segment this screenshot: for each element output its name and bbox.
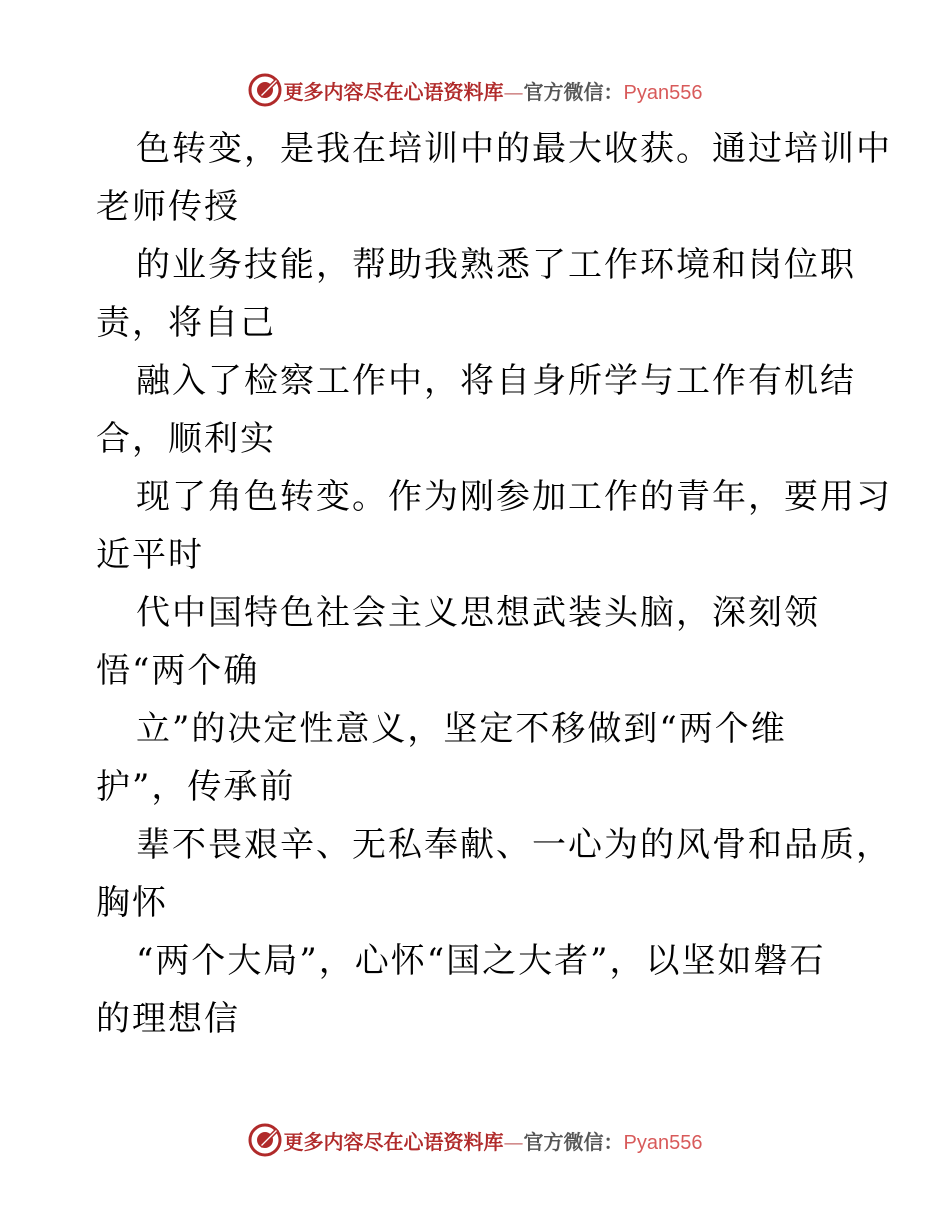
text-line: 责，将自己	[96, 303, 276, 343]
banner-official: 官方微信：	[523, 79, 624, 104]
text-line: 合，顺利实	[96, 419, 276, 459]
banner-dash: —	[503, 79, 524, 104]
banner-dash: —	[503, 1129, 524, 1154]
text-line: 的理想信	[96, 999, 240, 1039]
text-line: 融入了检察工作中，将自身所学与工作有机结	[136, 361, 856, 401]
text-line: 立”的决定性意义，坚定不移做到“两个维	[136, 709, 787, 749]
header-banner	[0, 70, 950, 110]
text-line: “两个大局”，心怀“国之大者”，以坚如磐石	[136, 941, 826, 981]
text-line: 色转变，是我在培训中的最大收获。通过培训中	[136, 129, 892, 169]
footer-banner	[0, 1120, 950, 1160]
banner-wechat-id: Pyan556	[623, 1131, 703, 1154]
text-line: 老师传授	[96, 187, 240, 227]
banner-official: 官方微信：	[523, 1129, 624, 1154]
document-body	[96, 120, 892, 1048]
text-line: 近平时	[96, 535, 204, 575]
logo-icon	[248, 1123, 282, 1157]
text-line: 护”，传承前	[96, 767, 296, 807]
text-line: 代中国特色社会主义思想武装头脑，深刻领	[136, 593, 820, 633]
banner-site: 更多内容尽在心语资料库	[283, 79, 504, 104]
logo-icon	[248, 73, 282, 107]
text-line: 的业务技能，帮助我熟悉了工作环境和岗位职	[136, 245, 856, 285]
text-line: 悟“两个确	[96, 651, 260, 691]
banner-site: 更多内容尽在心语资料库	[283, 1129, 504, 1154]
text-line: 辈不畏艰辛、无私奉献、一心为的风骨和品质，	[136, 825, 892, 865]
text-line: 胸怀	[96, 883, 168, 923]
text-line: 现了角色转变。作为刚参加工作的青年，要用习	[136, 477, 892, 517]
banner-wechat-id: Pyan556	[623, 81, 703, 104]
